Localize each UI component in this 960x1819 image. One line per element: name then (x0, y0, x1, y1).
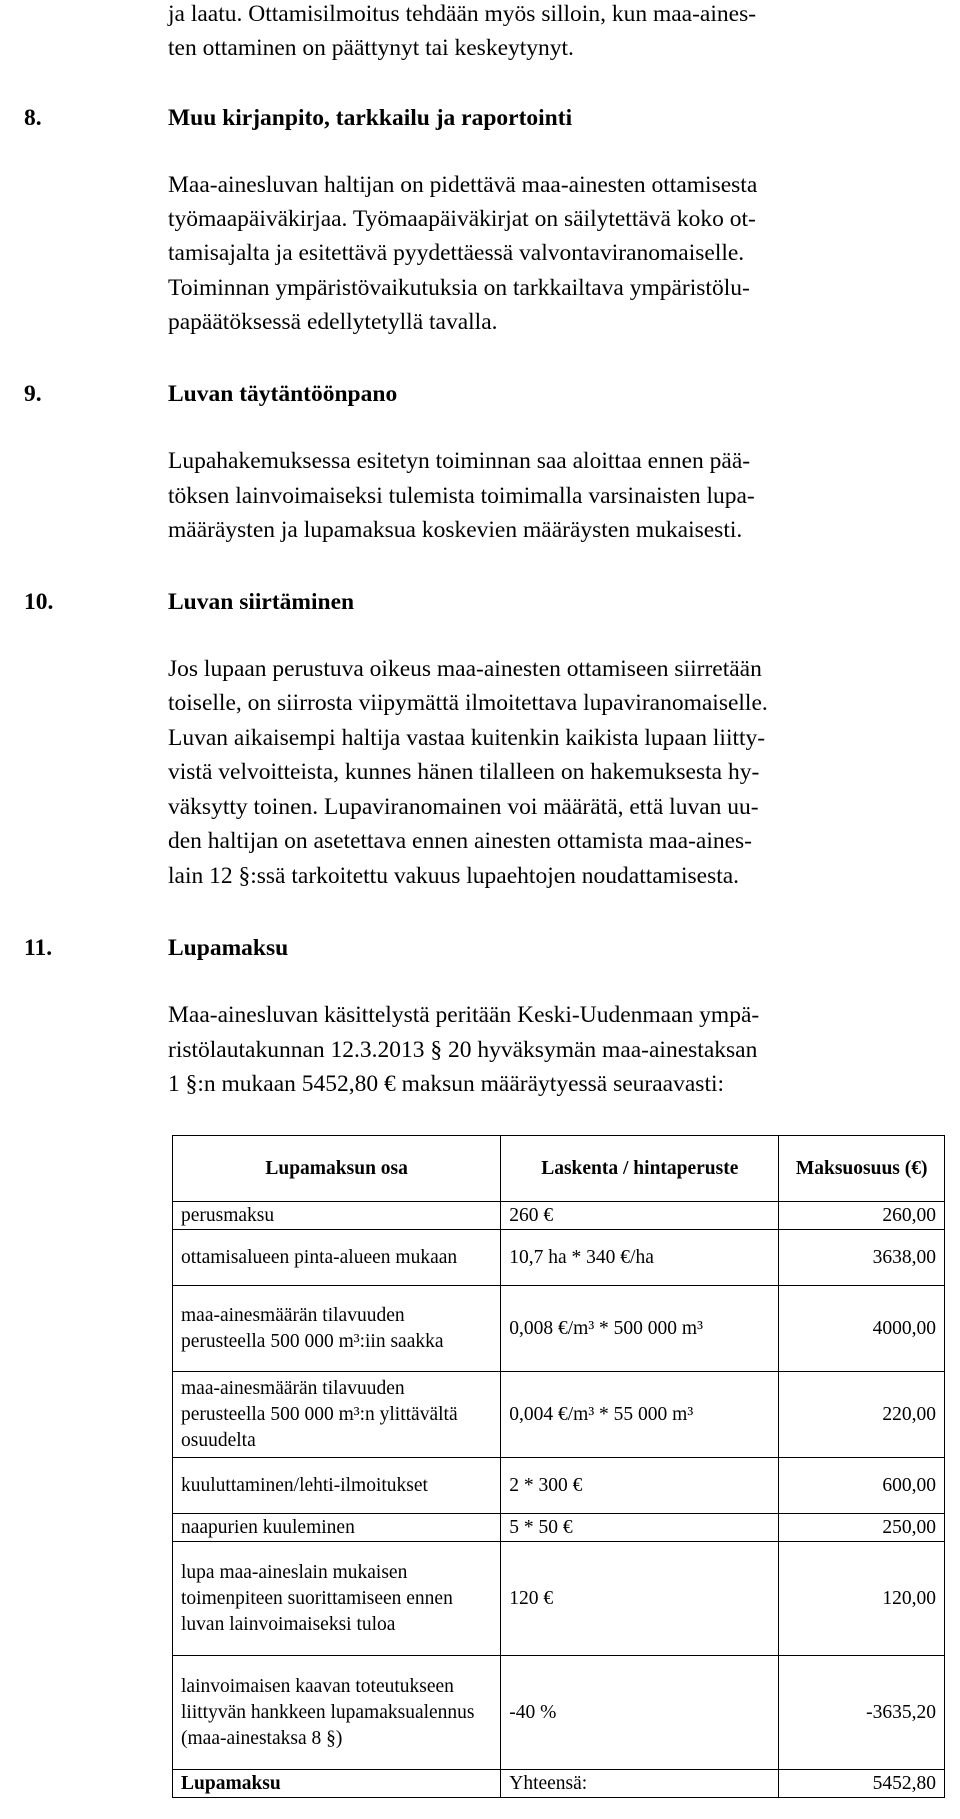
table-row (173, 1514, 945, 1542)
column-header: Maksuosuus (€) (779, 1136, 945, 1202)
paragraph-line: määräysten ja lupamaksua koskevien määräysten mukaisesti. (168, 517, 743, 543)
paragraph-line: 1 §:n mukaan 5452,80 € maksun määräytyessä seuraavasti: (168, 1071, 725, 1097)
paragraph-line: väksytty toinen. Lupaviranomainen voi määrätä, että luvan uu- (168, 794, 759, 820)
fee-part-cell: ottamisalueen pinta-alueen mukaan (173, 1230, 501, 1286)
table-row (173, 1286, 945, 1372)
fee-amount-cell: 250,00 (779, 1514, 945, 1542)
fee-basis-cell: 120 € (501, 1542, 779, 1656)
intro-line: ja laatu. Ottamisilmoitus tehdään myös silloin, kun maa-aines- (168, 1, 757, 27)
fee-amount-cell: 3638,00 (779, 1230, 945, 1286)
fee-basis-cell: 0,004 €/m³ * 55 000 m³ (501, 1372, 779, 1458)
paragraph-line: papäätöksessä edellytetyllä tavalla. (168, 309, 498, 335)
fee-amount-cell: 260,00 (779, 1202, 945, 1230)
section-title: Luvan siirtäminen (168, 589, 355, 615)
paragraph-line: vistä velvoitteista, kunnes hänen tilalleen on hakemuksesta hy- (168, 759, 760, 785)
section-number: 10. (24, 589, 54, 615)
fee-table (172, 1135, 945, 1798)
paragraph-line: toiselle, on siirrosta viipymättä ilmoitettava lupaviranomaiselle. (168, 690, 768, 716)
fee-basis-cell: 2 * 300 € (501, 1458, 779, 1514)
fee-part-cell: naapurien kuuleminen (173, 1514, 501, 1542)
paragraph-line: Lupahakemuksessa esitetyn toiminnan saa aloittaa ennen pää- (168, 448, 751, 474)
fee-part-cell: perusmaksu (173, 1202, 501, 1230)
section-title: Muu kirjanpito, tarkkailu ja raportointi (168, 105, 573, 131)
fee-basis-cell: -40 % (501, 1656, 779, 1770)
fee-amount-cell: 120,00 (779, 1542, 945, 1656)
fee-amount-cell: 600,00 (779, 1458, 945, 1514)
table-row (173, 1230, 945, 1286)
section-title: Luvan täytäntöönpano (168, 381, 398, 407)
section-number: 9. (24, 381, 42, 407)
table-row (173, 1372, 945, 1458)
paragraph-line: työmaapäiväkirjaa. Työmaapäiväkirjat on säilytettävä koko ot- (168, 206, 756, 232)
fee-part-cell: maa-ainesmäärän tilavuuden perusteella 500 000 m³:n ylittävältä osuudelta (173, 1372, 501, 1458)
fee-basis-cell: 260 € (501, 1202, 779, 1230)
column-header: Laskenta / hintaperuste (501, 1136, 779, 1202)
paragraph-line: den haltijan on asetettava ennen ainesten ottamista maa-aines- (168, 828, 753, 854)
fee-amount-cell: -3635,20 (779, 1656, 945, 1770)
fee-part-cell: kuuluttaminen/lehti-ilmoitukset (173, 1458, 501, 1514)
fee-part-cell: lupa maa-aineslain mukaisen toimenpiteen suorittamiseen ennen luvan lainvoimaiseksi tuloa (173, 1542, 501, 1656)
paragraph-line: Jos lupaan perustuva oikeus maa-ainesten ottamiseen siirretään (168, 656, 762, 682)
table-row (173, 1656, 945, 1770)
total-label-cell: Lupamaksu (173, 1770, 501, 1798)
paragraph-line: lain 12 §:ssä tarkoitettu vakuus lupaehtojen noudattamisesta. (168, 863, 740, 889)
table-header-row (173, 1136, 945, 1202)
paragraph-line: töksen lainvoimaiseksi tulemista toimimalla varsinaisten lupa- (168, 483, 755, 509)
paragraph-line: Maa-ainesluvan käsittelystä peritään Keski-Uudenmaan ympä- (168, 1002, 760, 1028)
paragraph-line: Toiminnan ympäristövaikutuksia on tarkkailtava ympäristölu- (168, 275, 750, 301)
fee-part-cell: maa-ainesmäärän tilavuuden perusteella 500 000 m³:iin saakka (173, 1286, 501, 1372)
table-total-row (173, 1770, 945, 1798)
intro-line: ten ottaminen on päättynyt tai keskeytynyt. (168, 35, 574, 61)
table-row (173, 1458, 945, 1514)
fee-part-cell: lainvoimaisen kaavan toteutukseen liittyvän hankkeen lupamaksualennus (maa-ainestaksa 8 §) (173, 1656, 501, 1770)
paragraph-line: Luvan aikaisempi haltija vastaa kuitenkin kaikista lupaan liitty- (168, 725, 766, 751)
fee-amount-cell: 4000,00 (779, 1286, 945, 1372)
fee-amount-cell: 220,00 (779, 1372, 945, 1458)
paragraph-line: Maa-ainesluvan haltijan on pidettävä maa-ainesten ottamisesta (168, 172, 758, 198)
section-number: 11. (24, 935, 53, 961)
paragraph-line: ristölautakunnan 12.3.2013 § 20 hyväksymän maa-ainestaksan (168, 1037, 758, 1063)
fee-basis-cell: 5 * 50 € (501, 1514, 779, 1542)
column-header: Lupamaksun osa (173, 1136, 501, 1202)
section-title: Lupamaksu (168, 935, 289, 961)
section-number: 8. (24, 105, 42, 131)
table-row (173, 1202, 945, 1230)
paragraph-line: tamisajalta ja esitettävä pyydettäessä valvontaviranomaiselle. (168, 240, 745, 266)
total-basis-cell: Yhteensä: (501, 1770, 779, 1798)
fee-basis-cell: 0,008 €/m³ * 500 000 m³ (501, 1286, 779, 1372)
fee-basis-cell: 10,7 ha * 340 €/ha (501, 1230, 779, 1286)
total-amount-cell: 5452,80 (779, 1770, 945, 1798)
table-row (173, 1542, 945, 1656)
